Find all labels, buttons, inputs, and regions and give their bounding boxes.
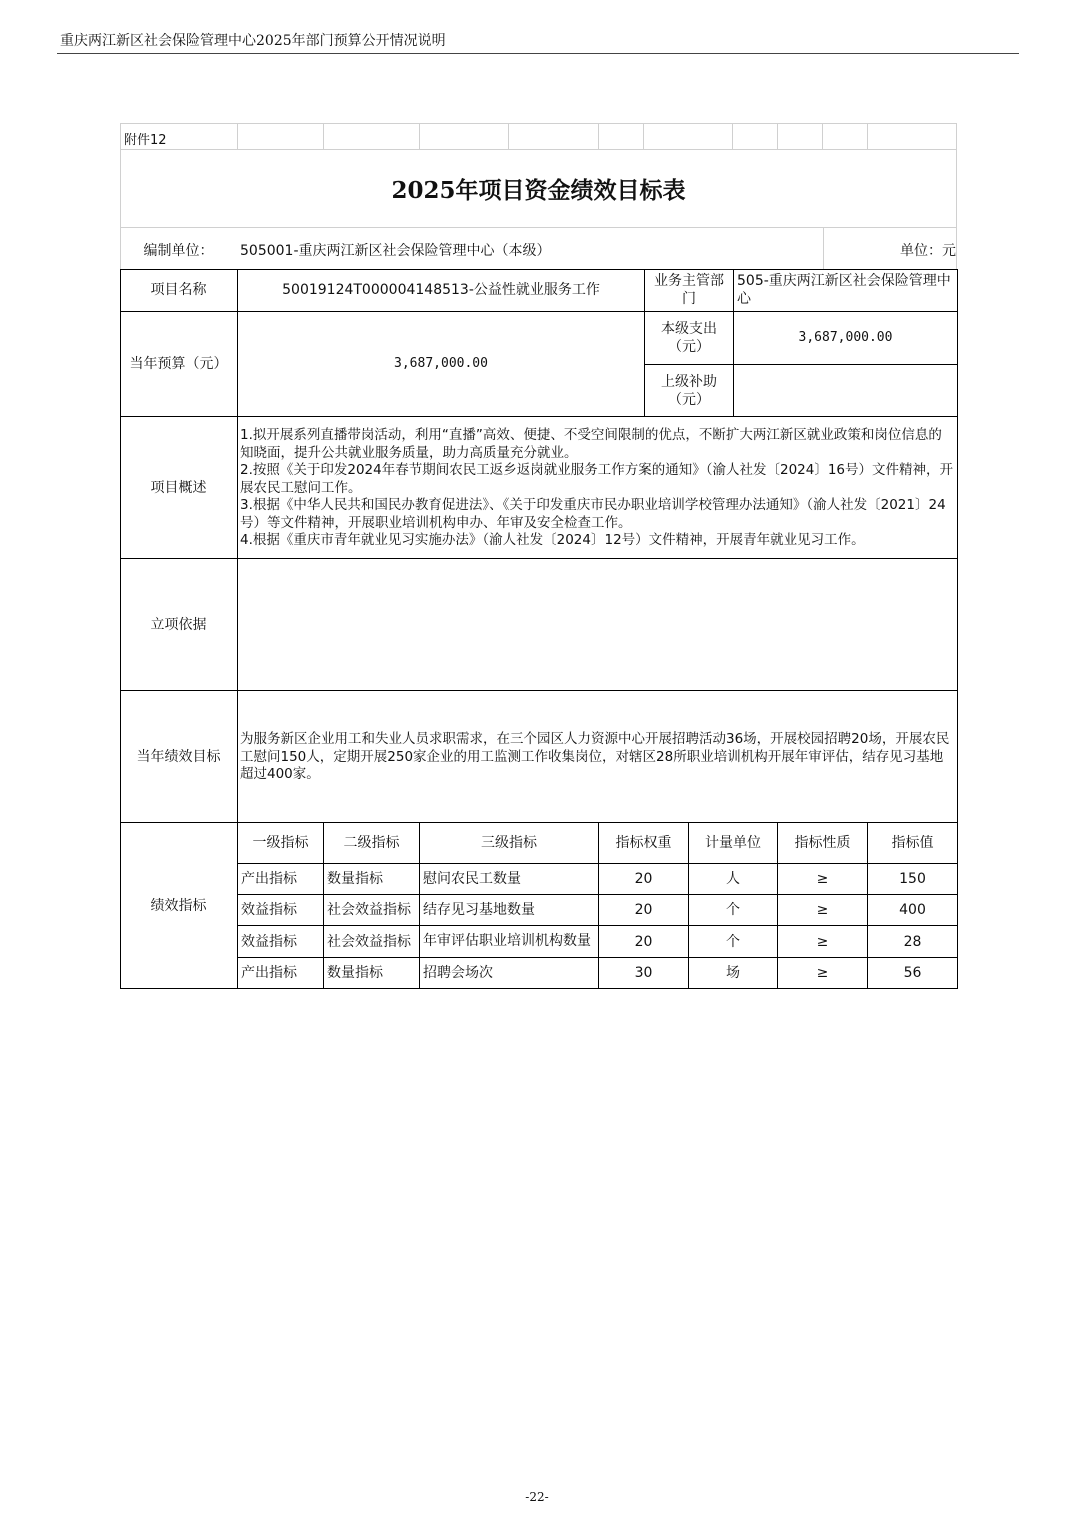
indicator-cell: 效益指标 [241,933,297,950]
header-level2: 二级指标 [343,835,400,851]
indicator-cell: 20 [634,902,653,918]
indicator-cell: 结存见习基地数量 [423,902,535,918]
header-level1: 一级指标 [252,835,309,851]
header-unit: 计量单位 [705,835,761,851]
performance-target-table [120,269,958,989]
indicator-cell: 数量指标 [327,965,383,981]
superior-subsidy-label: 上级补助（元） [661,373,717,408]
table-title: 2025年项目资金绩效目标表 [391,177,686,204]
indicator-cell: ≥ [816,871,829,887]
indicator-cell: 400 [899,902,926,918]
own-expenditure-label: 本级支出（元） [661,321,717,355]
header-nature: 指标性质 [794,835,851,851]
indicator-cell: 场 [726,965,740,981]
indicator-cell: 个 [726,933,740,950]
indicator-cell: 社会效益指标 [327,933,411,950]
annual-goal-text: 为服务新区企业用工和失业人员求职需求，在三个园区人力资源中心开展招聘活动36场，开展校园招聘20场，开展农民工慰问150人，定期开展250家企业的用工监测工作收集岗位，对辖区28所职业培训机构开展年审评估，结存见习基地超过400家。 [240,731,950,782]
project-name-label: 项目名称 [150,282,207,298]
indicator-cell: 人 [726,871,740,887]
compiling-unit-label: 编制单位： [143,243,214,259]
indicator-cell: 20 [634,933,653,950]
indicator-cell: 30 [634,965,653,981]
attachment-label: 附件12 [124,133,167,148]
superior-subsidy-value [734,365,957,416]
overview-line: 1.拟开展系列直播带岗活动，利用“直播”高效、便捷、不受空间限制的优点，不断扩大两江新区就业政策和岗位信息的知晓面，提升公共就业服务质量，助力高质量充分就业。 [240,427,942,461]
own-expenditure-value: 3,687,000.00 [798,330,893,345]
indicators-label: 绩效指标 [150,897,207,914]
indicator-cell: 20 [634,871,653,887]
project-name-value: 50019124T000004148513-公益性就业服务工作 [282,282,600,298]
indicator-cell: 56 [903,965,922,981]
indicator-cell: 年审评估职业培训机构数量 [423,933,591,949]
overview-label: 项目概述 [150,479,207,496]
annual-budget-label: 当年预算（元） [129,356,228,372]
header-value: 指标值 [891,835,934,851]
department-label: 业务主管部门 [654,273,724,307]
indicator-cell: 招聘会场次 [423,965,493,981]
basis-label: 立项依据 [150,616,207,633]
indicator-cell: 150 [899,871,926,887]
overview-line: 4.根据《重庆市青年就业见习实施办法》（渝人社发〔2024〕12号）文件精神，开展青年就业见习工作。 [240,532,865,548]
indicator-cell: 产出指标 [241,965,297,981]
indicator-cell: 数量指标 [327,871,383,887]
indicator-cell: 效益指标 [241,902,297,918]
compiling-unit-value: 505001-重庆两江新区社会保险管理中心（本级） [240,243,551,259]
header-rule [57,53,1019,54]
indicator-cell: ≥ [816,933,829,950]
overview-text [240,427,955,550]
indicator-cell: 慰问农民工数量 [423,871,521,887]
running-header: 重庆两江新区社会保险管理中心2025年部门预算公开情况说明 [60,33,446,49]
overview-line: 2.按照《关于印发2024年春节期间农民工返乡返岗就业服务工作方案的通知》（渝人社发〔2024〕16号）文件精神，开展农民工慰问工作。 [240,462,954,496]
basis-value [238,559,957,690]
indicator-cell: 个 [726,902,740,918]
indicator-cell: ≥ [816,965,829,981]
page-number: -22- [525,1490,549,1504]
indicator-cell: ≥ [816,902,829,918]
header-level3: 三级指标 [481,835,537,851]
currency-unit: 单位：元 [900,243,956,259]
annual-goal-label: 当年绩效目标 [136,748,221,765]
department-value: 505-重庆两江新区社会保险管理中心 [737,273,951,307]
indicator-cell: 社会效益指标 [327,902,411,918]
indicator-cell: 28 [903,933,922,950]
overview-line: 3.根据《中华人民共和国民办教育促进法》、《关于印发重庆市民办职业培训学校管理办法通知》（渝人社发〔2021〕24号）等文件精神，开展职业培训机构申办、年审及安全检查工作。 [240,497,946,531]
indicator-cell: 产出指标 [241,871,297,887]
annual-budget-value: 3,687,000.00 [394,356,488,371]
header-weight: 指标权重 [615,835,672,851]
